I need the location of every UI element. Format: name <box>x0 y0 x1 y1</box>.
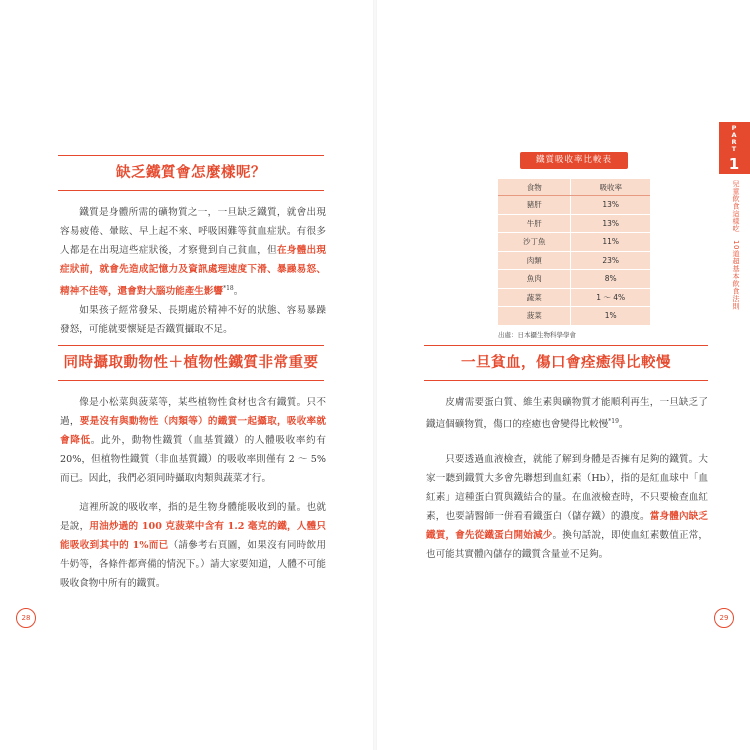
section-body <box>426 393 708 434</box>
rate-cell: 23% <box>571 251 650 270</box>
page-number: 29 <box>714 608 734 628</box>
chapter-side-title: 兒童飲食這樣吃 10道超基本飲食法則 <box>732 180 740 310</box>
rate-cell: 1 ～ 4% <box>571 288 650 307</box>
page-number: 28 <box>16 608 36 628</box>
table-header-row <box>498 179 650 196</box>
heading-bottom-rule <box>58 190 324 191</box>
table-row <box>498 214 650 233</box>
heading-bottom-rule <box>424 380 708 381</box>
section-heading-block <box>58 345 324 381</box>
food-cell: 菠菜 <box>498 307 571 325</box>
paragraph <box>426 450 708 564</box>
section-heading-block <box>58 155 324 191</box>
food-cell: 蔬菜 <box>498 288 571 307</box>
rate-cell: 8% <box>571 270 650 289</box>
body-text: 。 <box>618 419 629 431</box>
footnote-ref: *18 <box>223 285 234 292</box>
section-body <box>426 450 708 564</box>
table-row <box>498 288 650 307</box>
paragraph <box>60 203 326 301</box>
body-text: （請參考右頁圖，如果沒有同時飲用牛奶等，各條件都齊備的情況下。）請大家要知道，人體不可能吸收食物中所有的鐵質。 <box>60 540 327 589</box>
table-row <box>498 233 650 252</box>
table-row <box>498 251 650 270</box>
section-body <box>60 203 326 339</box>
section-heading-block <box>424 345 708 381</box>
table-rows <box>498 196 650 325</box>
right-page <box>375 0 750 750</box>
paragraph: 如果孩子經常發呆、長期處於精神不好的狀態、容易暴躁發怒，可能就要懷疑是否鐵質攝取不足。 <box>60 305 326 336</box>
food-cell: 沙丁魚 <box>498 233 571 252</box>
body-text: 。此外，動物性鐵質（血基質鐵）的人體吸收率約有 20%，但植物性鐵質（非血基質鐵）的吸收率則僅有 2 ～ 5%而已。因此，我們必須同時攝取肉類與蔬菜才行。 <box>60 435 327 484</box>
rate-cell: 13% <box>571 196 650 215</box>
section-body <box>60 498 326 593</box>
part-letter: P <box>731 124 737 132</box>
body-text: 這裡所說的吸收率，指的是生物身體能吸收到的量。也就是說， <box>60 502 326 532</box>
rate-cell: 11% <box>571 233 650 252</box>
rate-cell: 13% <box>571 214 650 233</box>
heading-top-rule <box>424 345 708 346</box>
highlight-text: 要是沒有與動物性（肉類等）的鐵質一起攝取，吸收率就會降低 <box>60 416 327 446</box>
highlight-text: 當身體內缺乏鐵質，會先從鐵蛋白開始減少 <box>426 511 709 541</box>
column-header-rate: 吸收率 <box>571 179 650 196</box>
table-row <box>498 196 650 215</box>
table-body <box>498 179 650 325</box>
rate-cell: 1% <box>604 311 617 321</box>
body-text: 。換句話說，即使血紅素數值正常，也可能其實體內儲存的鐵質含量並不足夠。 <box>426 530 709 560</box>
paragraph <box>426 393 708 434</box>
food-cell: 豬肝 <box>498 196 571 215</box>
section-body <box>60 393 326 488</box>
highlight-text: 用油炒過的 100 克菠菜中含有 1.2 毫克的鐵，人體只能吸收到其中的 1%而已 <box>60 521 327 551</box>
section-heading: 缺乏鐵質會怎麼樣呢？ <box>116 165 266 181</box>
paragraph <box>60 393 326 488</box>
part-number: 1 <box>728 155 740 173</box>
paragraph <box>60 498 326 593</box>
table-row <box>498 270 650 289</box>
food-cell: 肉類 <box>498 251 571 270</box>
table-row <box>498 307 650 325</box>
book-gutter <box>373 0 377 750</box>
part-label <box>730 125 738 153</box>
section-heading: 一旦貧血，傷口會痊癒得比較慢 <box>461 355 671 371</box>
highlight-text: 在身體出現症狀前，就會先造成記憶力及資訊處理速度下滑、暴躁易怒、精神不佳等，還會對大腦功能產生影響 <box>60 245 327 298</box>
heading-bottom-rule <box>58 380 324 381</box>
absorption-table <box>498 179 650 325</box>
part-tab <box>719 122 750 174</box>
body-text: 皮膚需要蛋白質、維生素與礦物質才能順利再生，一旦缺乏了鐵這個礦物質，傷口的痊癒也會變得比較慢 <box>426 397 708 431</box>
table-title: 鐵質吸收率比較表 <box>520 152 628 169</box>
iron-absorption-table <box>498 152 650 339</box>
section-heading: 同時攝取動物性＋植物性鐵質非常重要 <box>63 355 319 371</box>
column-header-food: 食物 <box>498 179 571 196</box>
food-cell: 魚肉 <box>498 270 571 289</box>
food-cell: 牛肝 <box>498 214 571 233</box>
part-letter: R <box>731 138 737 146</box>
body-text: 鐵質是身體所需的礦物質之一，一旦缺乏鐵質，就會出現容易疲倦、暈眩、早上起不來、呼吸困難等貧血症狀。有很多人都是在出現這些症狀後，才察覺到自己貧血，但 <box>60 207 326 256</box>
footnote-ref: *19 <box>608 418 619 425</box>
table-source: 出處：日本攝生物科學學會 <box>498 330 576 339</box>
part-letter: A <box>731 131 737 139</box>
body-text: 。 <box>233 286 244 298</box>
body-text: 只要透過血液檢查，就能了解到身體是否擁有足夠的鐵質。大家一聽到鐵質大多會先聯想到血紅素（Hb），指的是紅血球中「血紅素」這種蛋白質與鐵結合的量。在血液檢查時，不只要檢查血紅素，也要請醫師一併看看鐵蛋白（儲存鐵）的濃度。 <box>426 454 708 522</box>
part-letter: T <box>731 145 737 153</box>
body-text: 像是小松菜與菠菜等，某些植物性食材也含有鐵質。只不過， <box>60 397 326 427</box>
